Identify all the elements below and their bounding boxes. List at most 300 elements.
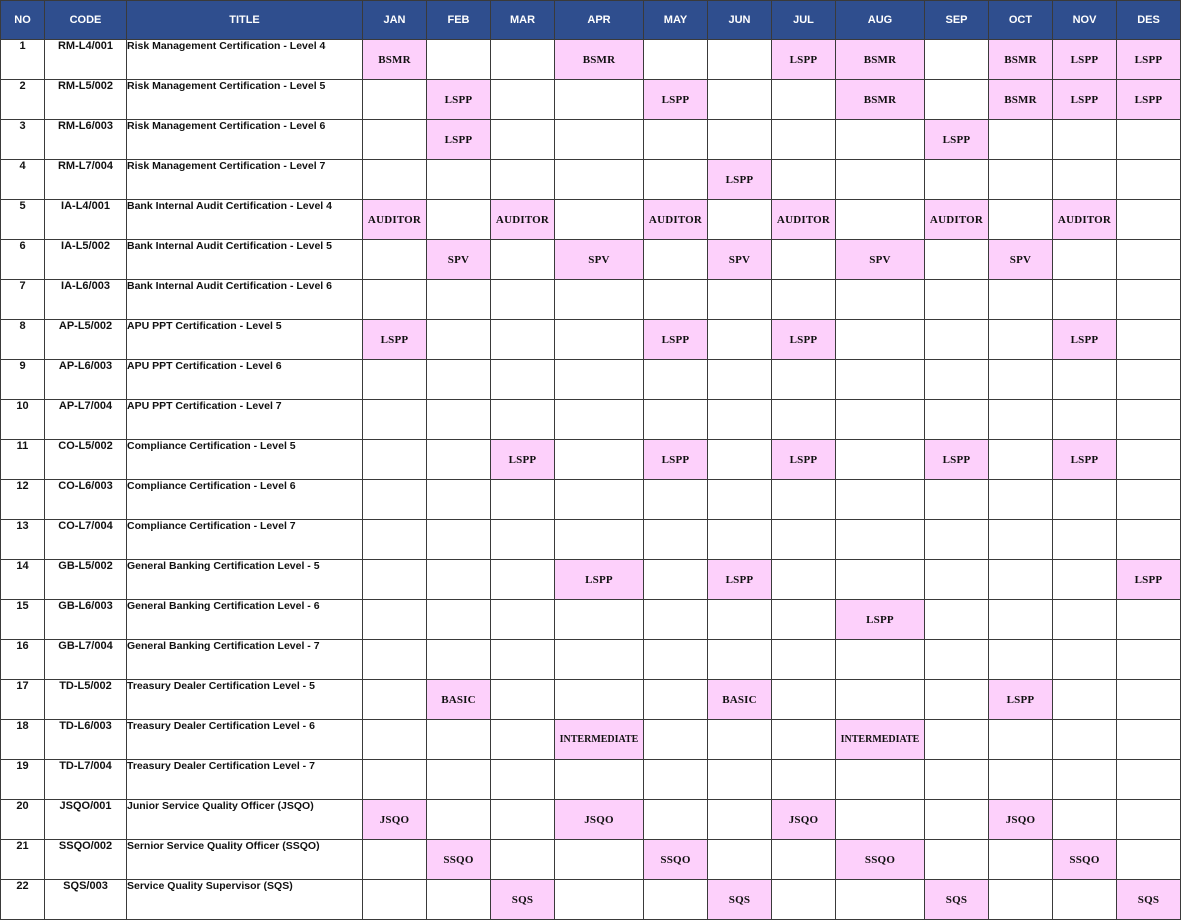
schedule-cell-des: [1117, 360, 1181, 400]
schedule-cell-apr: [555, 360, 644, 400]
schedule-cell-mar: [491, 560, 555, 600]
row-number: 14: [1, 560, 45, 600]
schedule-cell-jun: SQS: [708, 880, 772, 920]
schedule-cell-sep: [925, 480, 989, 520]
schedule-cell-oct: JSQO: [989, 800, 1053, 840]
schedule-cell-jun: SPV: [708, 240, 772, 280]
schedule-cell-des: [1117, 160, 1181, 200]
schedule-cell-apr: LSPP: [555, 560, 644, 600]
schedule-cell-apr: INTERMEDIATE: [555, 720, 644, 760]
schedule-cell-des: [1117, 720, 1181, 760]
header-month-oct: OCT: [989, 1, 1053, 40]
row-number: 20: [1, 800, 45, 840]
schedule-cell-oct: [989, 400, 1053, 440]
schedule-cell-apr: [555, 520, 644, 560]
schedule-cell-oct: [989, 120, 1053, 160]
schedule-cell-aug: [836, 800, 925, 840]
schedule-cell-nov: [1053, 880, 1117, 920]
schedule-cell-mar: AUDITOR: [491, 200, 555, 240]
header-month-may: MAY: [644, 1, 708, 40]
course-title: General Banking Certification Level - 5: [127, 560, 363, 600]
schedule-cell-jul: JSQO: [772, 800, 836, 840]
schedule-cell-aug: [836, 880, 925, 920]
table-row: [1, 880, 1181, 920]
row-number: 21: [1, 840, 45, 880]
schedule-cell-jan: [363, 640, 427, 680]
row-number: 10: [1, 400, 45, 440]
schedule-cell-aug: [836, 320, 925, 360]
course-title: Treasury Dealer Certification Level - 7: [127, 760, 363, 800]
schedule-cell-mar: [491, 80, 555, 120]
schedule-cell-feb: [427, 280, 491, 320]
course-title: Junior Service Quality Officer (JSQO): [127, 800, 363, 840]
header-code: CODE: [45, 1, 127, 40]
schedule-cell-jul: [772, 280, 836, 320]
schedule-cell-oct: BSMR: [989, 80, 1053, 120]
row-number: 13: [1, 520, 45, 560]
course-title: Risk Management Certification - Level 7: [127, 160, 363, 200]
schedule-cell-feb: [427, 880, 491, 920]
schedule-cell-aug: [836, 440, 925, 480]
schedule-cell-oct: [989, 880, 1053, 920]
schedule-cell-may: [644, 280, 708, 320]
schedule-cell-aug: LSPP: [836, 600, 925, 640]
schedule-cell-jul: [772, 840, 836, 880]
course-title: Bank Internal Audit Certification - Level 6: [127, 280, 363, 320]
schedule-cell-feb: [427, 160, 491, 200]
schedule-cell-sep: [925, 600, 989, 640]
schedule-cell-jul: [772, 640, 836, 680]
schedule-cell-jun: [708, 360, 772, 400]
schedule-cell-feb: [427, 640, 491, 680]
schedule-cell-feb: [427, 600, 491, 640]
schedule-cell-mar: [491, 520, 555, 560]
schedule-cell-sep: [925, 360, 989, 400]
course-code: TD-L5/002: [45, 680, 127, 720]
schedule-cell-jun: [708, 120, 772, 160]
schedule-cell-oct: [989, 840, 1053, 880]
schedule-cell-jun: [708, 440, 772, 480]
schedule-cell-may: [644, 560, 708, 600]
schedule-cell-aug: [836, 200, 925, 240]
schedule-cell-feb: SPV: [427, 240, 491, 280]
schedule-cell-aug: [836, 680, 925, 720]
schedule-cell-aug: [836, 560, 925, 600]
schedule-cell-mar: [491, 760, 555, 800]
schedule-cell-jan: [363, 840, 427, 880]
table-row: [1, 40, 1181, 80]
schedule-cell-sep: [925, 160, 989, 200]
schedule-cell-des: SQS: [1117, 880, 1181, 920]
schedule-cell-nov: [1053, 480, 1117, 520]
table-row: [1, 120, 1181, 160]
table-row: [1, 80, 1181, 120]
header-title: TITLE: [127, 1, 363, 40]
schedule-cell-may: AUDITOR: [644, 200, 708, 240]
row-number: 9: [1, 360, 45, 400]
row-number: 19: [1, 760, 45, 800]
course-code: SSQO/002: [45, 840, 127, 880]
table-row: [1, 520, 1181, 560]
schedule-cell-nov: [1053, 160, 1117, 200]
schedule-cell-jan: [363, 80, 427, 120]
schedule-cell-sep: [925, 280, 989, 320]
schedule-cell-aug: SSQO: [836, 840, 925, 880]
schedule-cell-may: [644, 640, 708, 680]
schedule-cell-jan: [363, 400, 427, 440]
table-body: [1, 40, 1181, 920]
schedule-cell-aug: INTERMEDIATE: [836, 720, 925, 760]
schedule-cell-jul: [772, 880, 836, 920]
schedule-cell-sep: [925, 720, 989, 760]
schedule-cell-may: [644, 720, 708, 760]
course-title: Treasury Dealer Certification Level - 5: [127, 680, 363, 720]
schedule-cell-jul: LSPP: [772, 320, 836, 360]
schedule-cell-jan: [363, 440, 427, 480]
schedule-cell-des: [1117, 760, 1181, 800]
schedule-cell-oct: [989, 280, 1053, 320]
row-number: 6: [1, 240, 45, 280]
schedule-cell-may: [644, 400, 708, 440]
schedule-cell-oct: [989, 360, 1053, 400]
schedule-cell-sep: [925, 240, 989, 280]
course-title: APU PPT Certification - Level 6: [127, 360, 363, 400]
schedule-cell-oct: [989, 760, 1053, 800]
schedule-cell-sep: [925, 40, 989, 80]
course-code: GB-L7/004: [45, 640, 127, 680]
schedule-cell-jul: [772, 680, 836, 720]
schedule-cell-oct: [989, 480, 1053, 520]
schedule-cell-des: LSPP: [1117, 560, 1181, 600]
schedule-cell-sep: SQS: [925, 880, 989, 920]
schedule-cell-feb: [427, 200, 491, 240]
schedule-cell-apr: [555, 200, 644, 240]
schedule-cell-sep: [925, 640, 989, 680]
schedule-cell-des: [1117, 200, 1181, 240]
schedule-cell-sep: [925, 760, 989, 800]
schedule-cell-des: [1117, 240, 1181, 280]
schedule-cell-may: [644, 880, 708, 920]
schedule-cell-oct: [989, 200, 1053, 240]
schedule-cell-des: LSPP: [1117, 40, 1181, 80]
schedule-cell-des: [1117, 840, 1181, 880]
schedule-cell-aug: SPV: [836, 240, 925, 280]
schedule-cell-may: [644, 120, 708, 160]
course-code: CO-L5/002: [45, 440, 127, 480]
course-title: Bank Internal Audit Certification - Level 5: [127, 240, 363, 280]
schedule-cell-jun: [708, 280, 772, 320]
schedule-cell-aug: [836, 160, 925, 200]
header-month-mar: MAR: [491, 1, 555, 40]
row-number: 18: [1, 720, 45, 760]
schedule-cell-jun: [708, 200, 772, 240]
schedule-cell-jun: [708, 840, 772, 880]
schedule-cell-jan: [363, 560, 427, 600]
schedule-cell-jan: [363, 240, 427, 280]
schedule-cell-feb: [427, 520, 491, 560]
course-code: IA-L6/003: [45, 280, 127, 320]
schedule-cell-mar: LSPP: [491, 440, 555, 480]
schedule-cell-feb: [427, 40, 491, 80]
table-row: [1, 200, 1181, 240]
schedule-cell-may: SSQO: [644, 840, 708, 880]
schedule-cell-mar: [491, 280, 555, 320]
schedule-cell-jul: [772, 520, 836, 560]
course-title: Compliance Certification - Level 5: [127, 440, 363, 480]
schedule-cell-oct: [989, 520, 1053, 560]
schedule-cell-may: [644, 520, 708, 560]
schedule-cell-jan: [363, 480, 427, 520]
schedule-cell-sep: [925, 680, 989, 720]
schedule-cell-oct: [989, 160, 1053, 200]
schedule-cell-sep: LSPP: [925, 120, 989, 160]
schedule-cell-nov: [1053, 720, 1117, 760]
course-title: Compliance Certification - Level 7: [127, 520, 363, 560]
schedule-cell-des: [1117, 800, 1181, 840]
course-title: Service Quality Supervisor (SQS): [127, 880, 363, 920]
schedule-cell-apr: [555, 840, 644, 880]
header-no: NO: [1, 1, 45, 40]
course-code: CO-L7/004: [45, 520, 127, 560]
schedule-cell-may: [644, 600, 708, 640]
table-row: [1, 800, 1181, 840]
schedule-cell-des: [1117, 280, 1181, 320]
schedule-cell-apr: [555, 880, 644, 920]
course-code: RM-L7/004: [45, 160, 127, 200]
schedule-cell-may: [644, 160, 708, 200]
schedule-cell-jun: [708, 640, 772, 680]
schedule-cell-feb: [427, 800, 491, 840]
schedule-cell-jun: [708, 80, 772, 120]
course-title: General Banking Certification Level - 6: [127, 600, 363, 640]
schedule-cell-feb: SSQO: [427, 840, 491, 880]
schedule-cell-jul: [772, 80, 836, 120]
schedule-cell-nov: [1053, 360, 1117, 400]
schedule-cell-jul: [772, 240, 836, 280]
schedule-cell-nov: LSPP: [1053, 440, 1117, 480]
schedule-cell-aug: [836, 640, 925, 680]
table-row: [1, 360, 1181, 400]
schedule-cell-apr: [555, 280, 644, 320]
schedule-cell-des: [1117, 520, 1181, 560]
schedule-cell-jun: BASIC: [708, 680, 772, 720]
course-code: GB-L5/002: [45, 560, 127, 600]
schedule-cell-apr: [555, 160, 644, 200]
course-title: Risk Management Certification - Level 6: [127, 120, 363, 160]
course-code: RM-L6/003: [45, 120, 127, 160]
schedule-cell-feb: LSPP: [427, 120, 491, 160]
schedule-cell-feb: [427, 320, 491, 360]
schedule-cell-nov: [1053, 560, 1117, 600]
schedule-cell-mar: [491, 320, 555, 360]
schedule-cell-jul: [772, 480, 836, 520]
course-code: JSQO/001: [45, 800, 127, 840]
schedule-cell-jul: [772, 600, 836, 640]
course-title: APU PPT Certification - Level 5: [127, 320, 363, 360]
schedule-cell-des: [1117, 120, 1181, 160]
schedule-cell-nov: [1053, 600, 1117, 640]
schedule-cell-jan: LSPP: [363, 320, 427, 360]
schedule-cell-apr: [555, 640, 644, 680]
schedule-cell-sep: [925, 400, 989, 440]
schedule-cell-oct: BSMR: [989, 40, 1053, 80]
schedule-cell-mar: [491, 840, 555, 880]
schedule-cell-oct: [989, 640, 1053, 680]
row-number: 16: [1, 640, 45, 680]
course-code: IA-L4/001: [45, 200, 127, 240]
schedule-cell-des: [1117, 480, 1181, 520]
course-code: TD-L7/004: [45, 760, 127, 800]
course-title: General Banking Certification Level - 7: [127, 640, 363, 680]
schedule-cell-mar: [491, 160, 555, 200]
schedule-cell-jun: LSPP: [708, 160, 772, 200]
schedule-cell-jan: [363, 680, 427, 720]
schedule-cell-feb: [427, 440, 491, 480]
row-number: 3: [1, 120, 45, 160]
row-number: 12: [1, 480, 45, 520]
schedule-cell-jun: [708, 800, 772, 840]
header-month-jul: JUL: [772, 1, 836, 40]
header-month-des: DES: [1117, 1, 1181, 40]
schedule-cell-oct: [989, 320, 1053, 360]
schedule-cell-apr: BSMR: [555, 40, 644, 80]
schedule-cell-mar: [491, 480, 555, 520]
schedule-cell-aug: [836, 520, 925, 560]
schedule-cell-nov: LSPP: [1053, 40, 1117, 80]
course-code: AP-L6/003: [45, 360, 127, 400]
schedule-cell-jan: [363, 280, 427, 320]
table-row: [1, 320, 1181, 360]
course-code: RM-L4/001: [45, 40, 127, 80]
schedule-cell-may: [644, 680, 708, 720]
schedule-cell-may: LSPP: [644, 440, 708, 480]
schedule-cell-jul: [772, 120, 836, 160]
schedule-cell-mar: [491, 720, 555, 760]
schedule-cell-aug: [836, 480, 925, 520]
schedule-cell-nov: [1053, 280, 1117, 320]
schedule-cell-may: LSPP: [644, 320, 708, 360]
row-number: 7: [1, 280, 45, 320]
schedule-cell-des: [1117, 600, 1181, 640]
schedule-cell-des: [1117, 320, 1181, 360]
schedule-cell-feb: [427, 560, 491, 600]
schedule-cell-oct: [989, 720, 1053, 760]
header-month-aug: AUG: [836, 1, 925, 40]
course-title: Risk Management Certification - Level 4: [127, 40, 363, 80]
row-number: 4: [1, 160, 45, 200]
schedule-cell-sep: AUDITOR: [925, 200, 989, 240]
table-row: [1, 400, 1181, 440]
course-title: APU PPT Certification - Level 7: [127, 400, 363, 440]
schedule-cell-mar: [491, 40, 555, 80]
course-code: CO-L6/003: [45, 480, 127, 520]
schedule-cell-apr: [555, 320, 644, 360]
schedule-cell-jan: [363, 360, 427, 400]
schedule-cell-oct: LSPP: [989, 680, 1053, 720]
schedule-cell-may: [644, 40, 708, 80]
schedule-cell-sep: [925, 840, 989, 880]
schedule-cell-mar: [491, 400, 555, 440]
schedule-cell-jul: LSPP: [772, 40, 836, 80]
schedule-cell-jun: LSPP: [708, 560, 772, 600]
schedule-cell-apr: [555, 480, 644, 520]
schedule-cell-jul: [772, 720, 836, 760]
schedule-cell-sep: [925, 520, 989, 560]
schedule-cell-nov: [1053, 680, 1117, 720]
schedule-cell-des: [1117, 400, 1181, 440]
schedule-cell-mar: [491, 240, 555, 280]
schedule-cell-jul: [772, 400, 836, 440]
header-month-feb: FEB: [427, 1, 491, 40]
table-row: [1, 840, 1181, 880]
schedule-cell-jun: [708, 40, 772, 80]
schedule-cell-nov: [1053, 800, 1117, 840]
header-month-nov: NOV: [1053, 1, 1117, 40]
schedule-cell-des: LSPP: [1117, 80, 1181, 120]
schedule-cell-nov: [1053, 520, 1117, 560]
schedule-cell-apr: JSQO: [555, 800, 644, 840]
schedule-cell-mar: [491, 120, 555, 160]
schedule-cell-jan: [363, 760, 427, 800]
schedule-cell-mar: [491, 600, 555, 640]
schedule-cell-nov: [1053, 400, 1117, 440]
schedule-cell-may: [644, 480, 708, 520]
schedule-cell-sep: [925, 560, 989, 600]
schedule-cell-jan: [363, 600, 427, 640]
schedule-cell-jan: AUDITOR: [363, 200, 427, 240]
schedule-cell-apr: [555, 600, 644, 640]
header-month-apr: APR: [555, 1, 644, 40]
schedule-cell-jul: [772, 360, 836, 400]
schedule-cell-may: [644, 760, 708, 800]
table-row: [1, 240, 1181, 280]
schedule-cell-jan: [363, 880, 427, 920]
schedule-cell-feb: [427, 720, 491, 760]
course-code: GB-L6/003: [45, 600, 127, 640]
course-title: Risk Management Certification - Level 5: [127, 80, 363, 120]
schedule-cell-may: [644, 240, 708, 280]
schedule-cell-des: [1117, 680, 1181, 720]
schedule-cell-nov: [1053, 240, 1117, 280]
schedule-cell-feb: LSPP: [427, 80, 491, 120]
table-row: [1, 680, 1181, 720]
schedule-cell-jan: [363, 520, 427, 560]
schedule-cell-oct: [989, 600, 1053, 640]
schedule-cell-oct: [989, 560, 1053, 600]
course-code: SQS/003: [45, 880, 127, 920]
schedule-cell-jun: [708, 720, 772, 760]
row-number: 17: [1, 680, 45, 720]
schedule-cell-feb: [427, 360, 491, 400]
table-row: [1, 760, 1181, 800]
table-row: [1, 440, 1181, 480]
schedule-cell-sep: [925, 800, 989, 840]
schedule-cell-nov: [1053, 640, 1117, 680]
schedule-cell-mar: [491, 640, 555, 680]
schedule-cell-apr: [555, 440, 644, 480]
schedule-cell-nov: [1053, 760, 1117, 800]
schedule-cell-sep: [925, 320, 989, 360]
schedule-cell-nov: AUDITOR: [1053, 200, 1117, 240]
course-code: IA-L5/002: [45, 240, 127, 280]
table-row: [1, 640, 1181, 680]
schedule-cell-nov: SSQO: [1053, 840, 1117, 880]
schedule-cell-jul: [772, 760, 836, 800]
schedule-cell-aug: [836, 360, 925, 400]
course-code: AP-L7/004: [45, 400, 127, 440]
header-month-jan: JAN: [363, 1, 427, 40]
schedule-cell-aug: BSMR: [836, 80, 925, 120]
